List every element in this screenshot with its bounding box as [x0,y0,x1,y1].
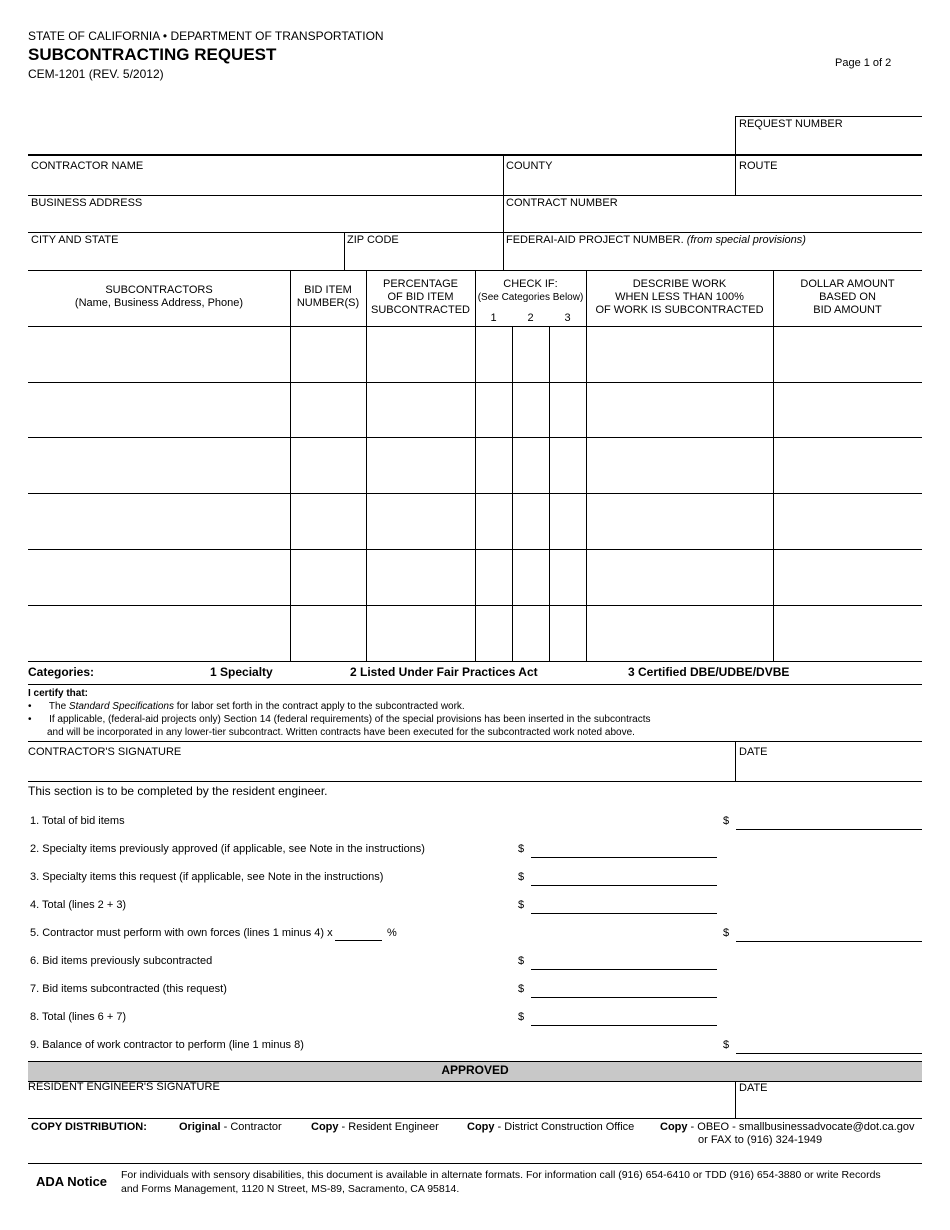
engineer-item-8: 8. Total (lines 6 + 7) [30,1011,127,1023]
category-3: 3 Certified DBE/UDBE/DVBE [628,665,790,679]
zip-code-label: ZIP CODE [347,234,399,246]
engineer-item-7: 7. Bid items subcontracted (this request) [30,983,227,995]
federal-aid-label [506,234,806,246]
distribution-obeo: Copy - OBEO - smallbusinessadvocate@dot.ca.gov [660,1121,915,1133]
engineer-item-1: 1. Total of bid items [30,815,125,827]
resident-engineer-signature-label: RESIDENT ENGINEER'S SIGNATURE [28,1081,220,1093]
engineer-item-2: 2. Specialty items previously approved (if applicable, see Note in the instructions) [30,843,425,855]
item-3-amount[interactable] [531,885,717,886]
distribution-obeo-fax: or FAX to (916) 324-1949 [698,1134,823,1146]
certify-bullet-2-cont: and will be incorporated in any lower-tier subcontract. Written contracts have been executed for the subcontracted work noted above. [47,727,635,738]
contractor-signature-label: CONTRACTOR'S SIGNATURE [28,746,182,758]
ada-text-line1: For individuals with sensory disabilities, this document is available in alternate formats. For information call (916) 654-6410 or TDD (916) 654-3880 or write Records [121,1169,881,1181]
engineer-item-5: 5. Contractor must perform with own forces (lines 1 minus 4) x [30,927,333,939]
page-number: Page 1 of 2 [835,57,892,69]
item-2-amount[interactable] [531,857,717,858]
engineer-item-6: 6. Bid items previously subcontracted [30,955,213,967]
check-col-2: 2 [527,312,534,324]
col-bid-item-header: BID ITEM NUMBER(S) [296,284,360,309]
item-1-amount[interactable] [736,829,922,830]
engineer-item-4: 4. Total (lines 2 + 3) [30,899,127,911]
item-4-amount[interactable] [531,913,717,914]
dollar-sign: $ [723,815,730,827]
table-row[interactable] [28,438,922,493]
item-5-amount[interactable] [736,941,922,942]
col-subcontractors-header: SUBCONTRACTORS (Name, Business Address, Phone) [74,284,244,309]
category-2: 2 Listed Under Fair Practices Act [350,665,538,679]
check-col-1: 1 [490,312,497,324]
col-describe-header: DESCRIBE WORK WHEN LESS THAN 100% OF WORK IS SUBCONTRACTED [595,278,764,316]
dollar-sign: $ [518,1011,525,1023]
ada-text-line2: and Forms Management, 1120 N Street, MS-89, Sacramento, CA 95814. [121,1183,460,1195]
ada-label: ADA Notice [36,1174,108,1189]
table-row[interactable] [28,383,922,437]
contract-number-label: CONTRACT NUMBER [506,197,618,209]
certify-bullet-1: • The Standard Specifications for labor set forth in the contract apply to the subcontracted work. [28,701,465,712]
request-number-label: REQUEST NUMBER [739,118,843,130]
resident-engineer-date-label: DATE [739,1082,768,1094]
categories-label: Categories: [28,665,95,679]
approved-banner-text: APPROVED [441,1063,509,1077]
federal-aid-note: (from special provisions) [686,234,806,246]
certify-heading: I certify that: [28,688,89,699]
table-row[interactable] [28,550,922,605]
agency-line: STATE OF CALIFORNIA • DEPARTMENT OF TRANSPORTATION [28,29,384,43]
dollar-sign: $ [518,871,525,883]
col-check-header: CHECK IF: (See Categories Below) [477,278,584,303]
distribution-district-office: Copy - District Construction Office [467,1121,635,1133]
dollar-sign: $ [518,983,525,995]
item-6-amount[interactable] [531,969,717,970]
business-address-label: BUSINESS ADDRESS [31,197,143,209]
form-title: SUBCONTRACTING REQUEST [28,45,277,64]
contractor-name-label: CONTRACTOR NAME [31,160,144,172]
dollar-sign: $ [723,927,730,939]
col-percentage-header: PERCENTAGE OF BID ITEM SUBCONTRACTED [370,278,470,316]
category-1: 1 Specialty [210,665,273,679]
dollar-sign: $ [518,955,525,967]
city-state-label: CITY AND STATE [31,234,119,246]
route-label: ROUTE [739,160,778,172]
table-row[interactable] [28,327,922,382]
county-label: COUNTY [506,160,553,172]
distribution-label: COPY DISTRIBUTION: [31,1121,147,1133]
dollar-sign: $ [723,1039,730,1051]
check-col-3: 3 [564,312,571,324]
table-row[interactable] [28,494,922,549]
item-8-amount[interactable] [531,1025,717,1026]
federal-aid-label-text: FEDERAI-AID PROJECT NUMBER. [506,234,684,246]
form-id: CEM-1201 (REV. 5/2012) [28,67,164,81]
engineer-item-3: 3. Specialty items this request (if applicable, see Note in the instructions) [30,871,384,883]
distribution-resident-engineer: Copy - Resident Engineer [311,1121,439,1133]
percent-sign: % [387,927,397,939]
approved-banner [28,1061,922,1082]
dollar-sign: $ [518,899,525,911]
contractor-date-label: DATE [739,746,768,758]
item-5-percent-input[interactable] [335,940,382,941]
item-9-amount[interactable] [736,1053,922,1054]
col-dollar-header: DOLLAR AMOUNT BASED ON BID AMOUNT [800,278,895,316]
certify-bullet-2: • If applicable, (federal-aid projects only) Section 14 (federal requirements) of the special provisions has been inserted in the subcontracts [28,714,651,725]
table-row[interactable] [28,606,922,661]
dollar-sign: $ [518,843,525,855]
item-7-amount[interactable] [531,997,717,998]
engineer-intro: This section is to be completed by the resident engineer. [28,784,328,798]
engineer-item-9: 9. Balance of work contractor to perform (line 1 minus 8) [30,1039,304,1051]
distribution-original: Original - Contractor [179,1121,282,1133]
